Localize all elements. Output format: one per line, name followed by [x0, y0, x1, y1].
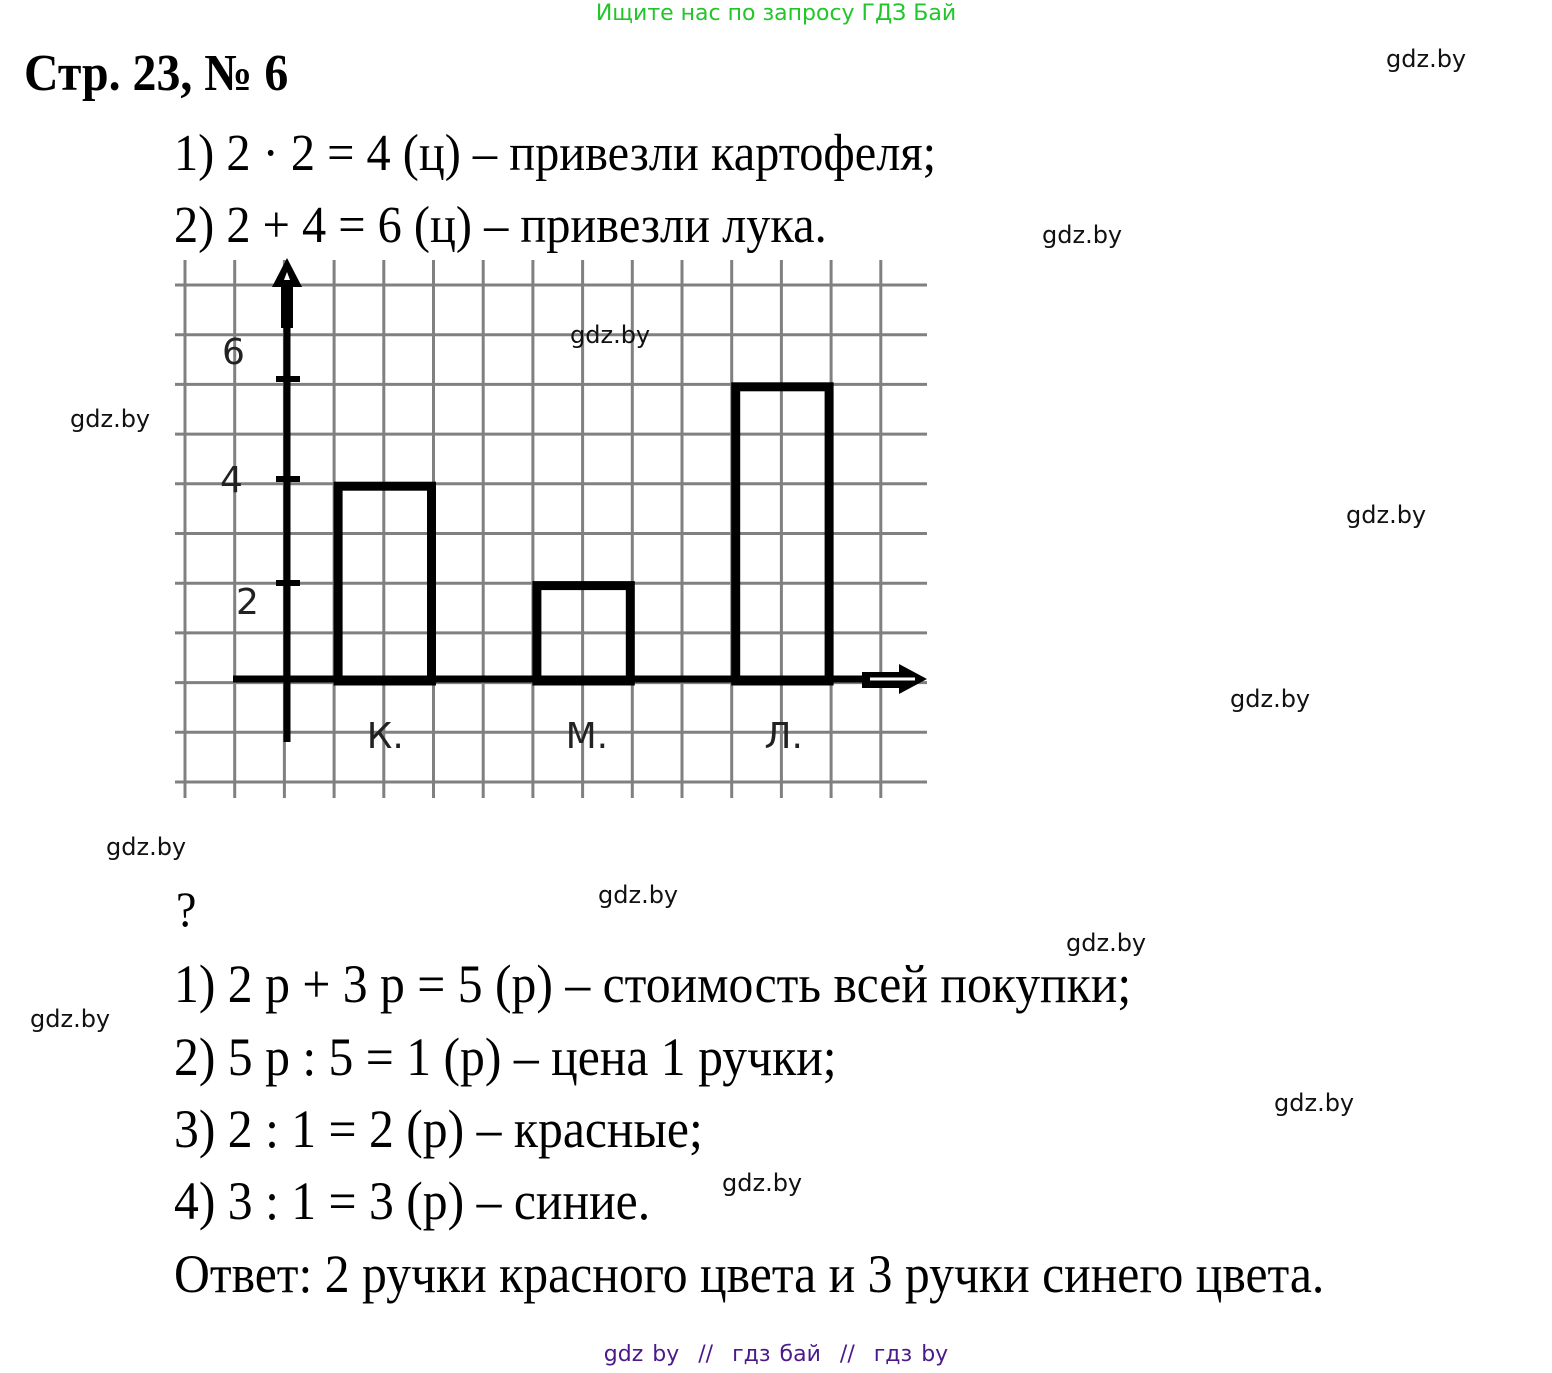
category-label: Л.	[764, 716, 803, 757]
footer-separator: //	[839, 1342, 855, 1367]
category-label: К.	[366, 716, 404, 757]
footer-link-gdz-by-cyr[interactable]: гдз by	[873, 1342, 949, 1367]
question-mark: ?	[176, 881, 197, 937]
watermark: gdz.by	[70, 405, 151, 433]
solution-step-2: 2) 2 + 4 = 6 (ц) – привезли лука.	[174, 197, 827, 254]
watermark: gdz.by	[1066, 929, 1147, 957]
footer-links	[0, 1340, 1552, 1370]
purchase-step-1: 1) 2 р + 3 р = 5 (р) – стоимость всей покупки;	[174, 954, 1132, 1014]
y-tick-label: 4	[220, 460, 243, 501]
footer-link-gdz-bai[interactable]: гдз бай	[732, 1342, 821, 1367]
watermark: gdz.by	[598, 881, 679, 909]
watermark: gdz.by	[1042, 221, 1123, 249]
category-label: М.	[565, 716, 609, 757]
watermark: gdz.by	[1230, 685, 1311, 713]
watermark: gdz.by	[1346, 501, 1427, 529]
page-title: Стр. 23, № 6	[24, 45, 289, 102]
watermark: gdz.by	[1386, 45, 1467, 73]
y-tick-label: 2	[236, 582, 259, 623]
search-banner: Ищите нас по запросу ГДЗ Бай	[595, 1, 957, 26]
watermark: gdz.by	[722, 1169, 803, 1197]
watermark: gdz.by	[1274, 1089, 1355, 1117]
y-tick-label: 6	[222, 332, 245, 373]
y-axis-labels	[220, 332, 259, 623]
footer-separator: //	[698, 1342, 714, 1367]
answer-line: Ответ: 2 ручки красного цвета и 3 ручки синего цвета.	[174, 1244, 1325, 1304]
solution-step-1: 1) 2 · 2 = 4 (ц) – привезли картофеля;	[174, 125, 937, 182]
purchase-step-4: 4) 3 : 1 = 3 (р) – синие.	[174, 1171, 651, 1231]
y-axis	[272, 258, 302, 742]
purchase-step-2: 2) 5 р : 5 = 1 (р) – цена 1 ручки;	[174, 1027, 837, 1087]
watermark: gdz.by	[106, 833, 187, 861]
footer-link-gdz-by[interactable]: gdz by	[603, 1342, 680, 1367]
purchase-step-3: 3) 2 : 1 = 2 (р) – красные;	[174, 1099, 703, 1159]
watermark: gdz.by	[30, 1005, 111, 1033]
watermark: gdz.by	[570, 321, 651, 349]
